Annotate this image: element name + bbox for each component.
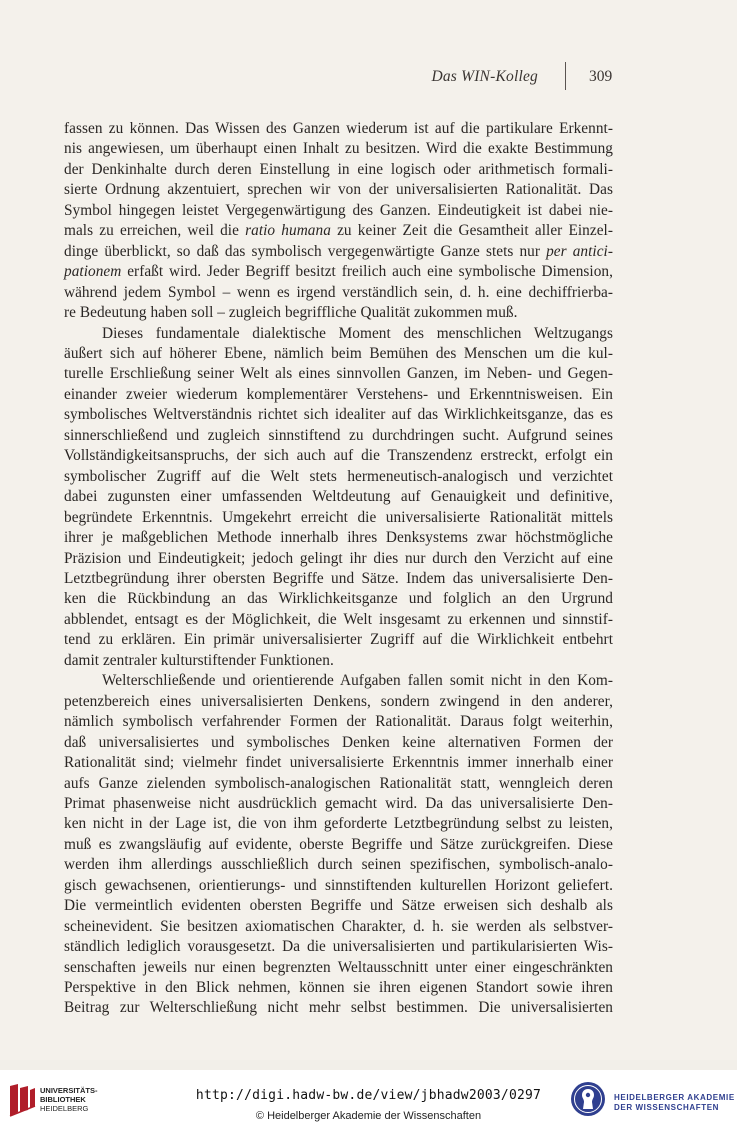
- text-line: petenzbereich eines universalisierten Denkens, sondern zwingend in den anderer,: [64, 692, 613, 710]
- text-line: pationem erfaßt wird. Jeder Begriff besitzt freilich auch eine symbolische Dimension,: [64, 263, 613, 281]
- text-line: dabei zugunsten einer umfassenden Weltdeutung auf Genauigkeit und definitive,: [64, 488, 613, 506]
- body-text: [64, 119, 613, 1019]
- text-line: Beitrag zur Welterschließung nicht mehr selbst bestimmen. Die universalisierten: [64, 999, 613, 1017]
- text-line: nis angewiesen, um überhaupt einen Inhalt zu besitzen. Wird die exakte Bestimmung: [64, 140, 613, 158]
- text-line: abblendet, entsagt es der Möglichkeit, die Welt insgesamt zu erkennen und sinnstif-: [64, 610, 613, 628]
- text-line: scheinevident. Sie besitzen axiomatischen Charakter, d. h. sie werden als selbstver-: [64, 917, 613, 935]
- text-line: re Bedeutung haben soll – zugleich begriffliche Qualität zukommen muß.: [64, 304, 518, 322]
- text-line: damit zentraler kulturstiftender Funktionen.: [64, 651, 334, 669]
- text-line: werden ihm allerdings ausschließlich durch seinen spezifischen, symbolisch-analo-: [64, 856, 613, 874]
- text-line: begründete Erkenntnis. Umgekehrt erreicht die universalisierte Rationalität mittels: [64, 508, 613, 526]
- text-line: Welterschließende und orientierende Aufgaben fallen somit nicht in den Kom-: [102, 672, 613, 690]
- text-line: daß universalisiertes und symbolisches Denken keine alternativen Formen der: [64, 733, 613, 751]
- text-line: mals zu erreichen, weil die ratio humana zu keiner Zeit die Gesamtheit aller Einzel-: [64, 222, 614, 240]
- text-line: der Denkinhalte durch deren Einstellung in eine logisch oder arithmetisch formali-: [64, 160, 613, 178]
- text-line: Vollständigkeitsanspruchs, der sich auch auf die Transzendenz erstreckt, erfolgt ein: [64, 447, 613, 465]
- page-number: 309: [589, 68, 613, 85]
- text-line: Rationalität sind; vielmehr findet universalisierte Erkenntnis immer innerhalb einer: [64, 754, 613, 772]
- text-line: Primat phasenweise nicht ausdrücklich gemacht wird. Da das universalisierte Den-: [64, 794, 613, 812]
- text-line: gisch gewachsenen, orientierungs- und sinnstiftenden kulturellen Horizont geliefert.: [64, 876, 613, 894]
- text-line: Perspektive in den Blick nehmen, können sie ihren eigenen Standort sowie ihren: [64, 979, 613, 997]
- text-line: symbolischer Zugriff auf die Welt stets hermeneutisch-analogisch und verzichtet: [64, 467, 613, 485]
- text-line: äußert sich auf höherer Ebene, nämlich beim Bemühen des Menschen um die kul-: [64, 344, 613, 362]
- text-line: dinge überblickt, so daß das symbolisch vergegenwärtigte Ganze stets nur per antici-: [64, 242, 613, 260]
- text-line: Letztbegründung ihrer obersten Begriffe und Sätze. Indem das universalisierte Den-: [64, 569, 613, 587]
- permalink-url[interactable]: http://digi.hadw-bw.de/view/jbhadw2003/0297: [195, 1088, 542, 1103]
- text-line: Dieses fundamentale dialektische Moment des menschlichen Weltzugangs: [102, 324, 613, 342]
- running-head-title: Das WIN-Kolleg: [431, 68, 538, 85]
- text-line: muß es zwangsläufig auf evidente, oberste Begriffe und Sätze zurückgreifen. Diese: [64, 835, 613, 853]
- text-line: ken die Rückbindung an das Wirklichkeitsganze und folglich an den Urgrund: [64, 590, 613, 608]
- academy-name: HEIDELBERGER AKADEMIE DER WISSENSCHAFTEN: [614, 1093, 735, 1112]
- text-line: Die vermeintlich evidenten obersten Begriffe und Sätze erweisen sich deshalb als: [64, 897, 613, 915]
- text-line: sinnerschließend und zugleich sinnstiftend zu durchdringen sucht. Aufgrund seines: [64, 426, 613, 444]
- text-line: sierte Ordnung akzentuiert, sprechen wir von der universalisierten Rationalität. Das: [64, 181, 613, 199]
- text-line: Symbol hingegen leistet Vergegenwärtigung des Ganzen. Eindeutigkeit ist dabei nie-: [64, 201, 613, 219]
- text-line: ken nicht in der Lage ist, die von ihm geforderte Letztbegründung selbst zu leisten,: [64, 815, 613, 833]
- viewer-footer: [0, 1070, 737, 1129]
- text-line: fassen zu können. Das Wissen des Ganzen wiederum ist auf die partikulare Erkennt-: [64, 120, 613, 137]
- latin-phrase: per antici-: [546, 242, 613, 260]
- running-head: [0, 68, 737, 92]
- text-line: turelle Erschließung seiner Welt als eines sinnvollen Ganzen, im Neben- und Gegen-: [64, 365, 613, 383]
- university-library-name: UNIVERSITÄTS- BIBLIOTHEK HEIDELBERG: [40, 1086, 98, 1113]
- copyright-notice: © Heidelberger Akademie der Wissenschaften: [255, 1110, 482, 1122]
- latin-phrase: pationem: [64, 263, 122, 281]
- text-line: einander zweier wiederum komplementärer Verstehens- und Erkenntnisweisen. Ein: [64, 385, 613, 403]
- text-line: symbolisches Weltverständnis richtet sich idealiter auf das Wirklichkeitsganze, das es: [64, 406, 613, 424]
- text-line: senschaften jeweils nur einen begrenzten Weltausschnitt unter einer eingeschränkten: [64, 958, 613, 976]
- text-line: aufs Ganze zielenden symbolisch-analogischen Rationalität statt, wenngleich deren: [64, 774, 613, 792]
- text-line: ständlich lediglich vorausgesetzt. Da die universalisierten und partikularisierten Wis-: [64, 938, 613, 956]
- academy-seal-icon: [570, 1081, 606, 1117]
- text-line: tend zu erklären. Ein primär universalisierter Zugriff auf die Wirklichkeit entbehrt: [64, 631, 613, 649]
- text-line: während jedem Symbol – wenn es irgend verständlich sein, d. h. eine dechiffrierba-: [64, 283, 613, 301]
- latin-phrase: ratio humana: [245, 222, 331, 240]
- text-line: nämlich symbolisch verfahrender Formen der Rationalität. Daraus folgt weiterhin,: [64, 713, 613, 731]
- text-line: Präzision und Eindeutigkeit; jedoch gelingt ihr dies nur durch den Verzicht auf eine: [64, 549, 613, 567]
- text-line: ihrer je maßgeblichen Methode innerhalb ihres Denksystems zwar höchstmögliche: [64, 529, 613, 547]
- running-head-divider: [565, 62, 566, 90]
